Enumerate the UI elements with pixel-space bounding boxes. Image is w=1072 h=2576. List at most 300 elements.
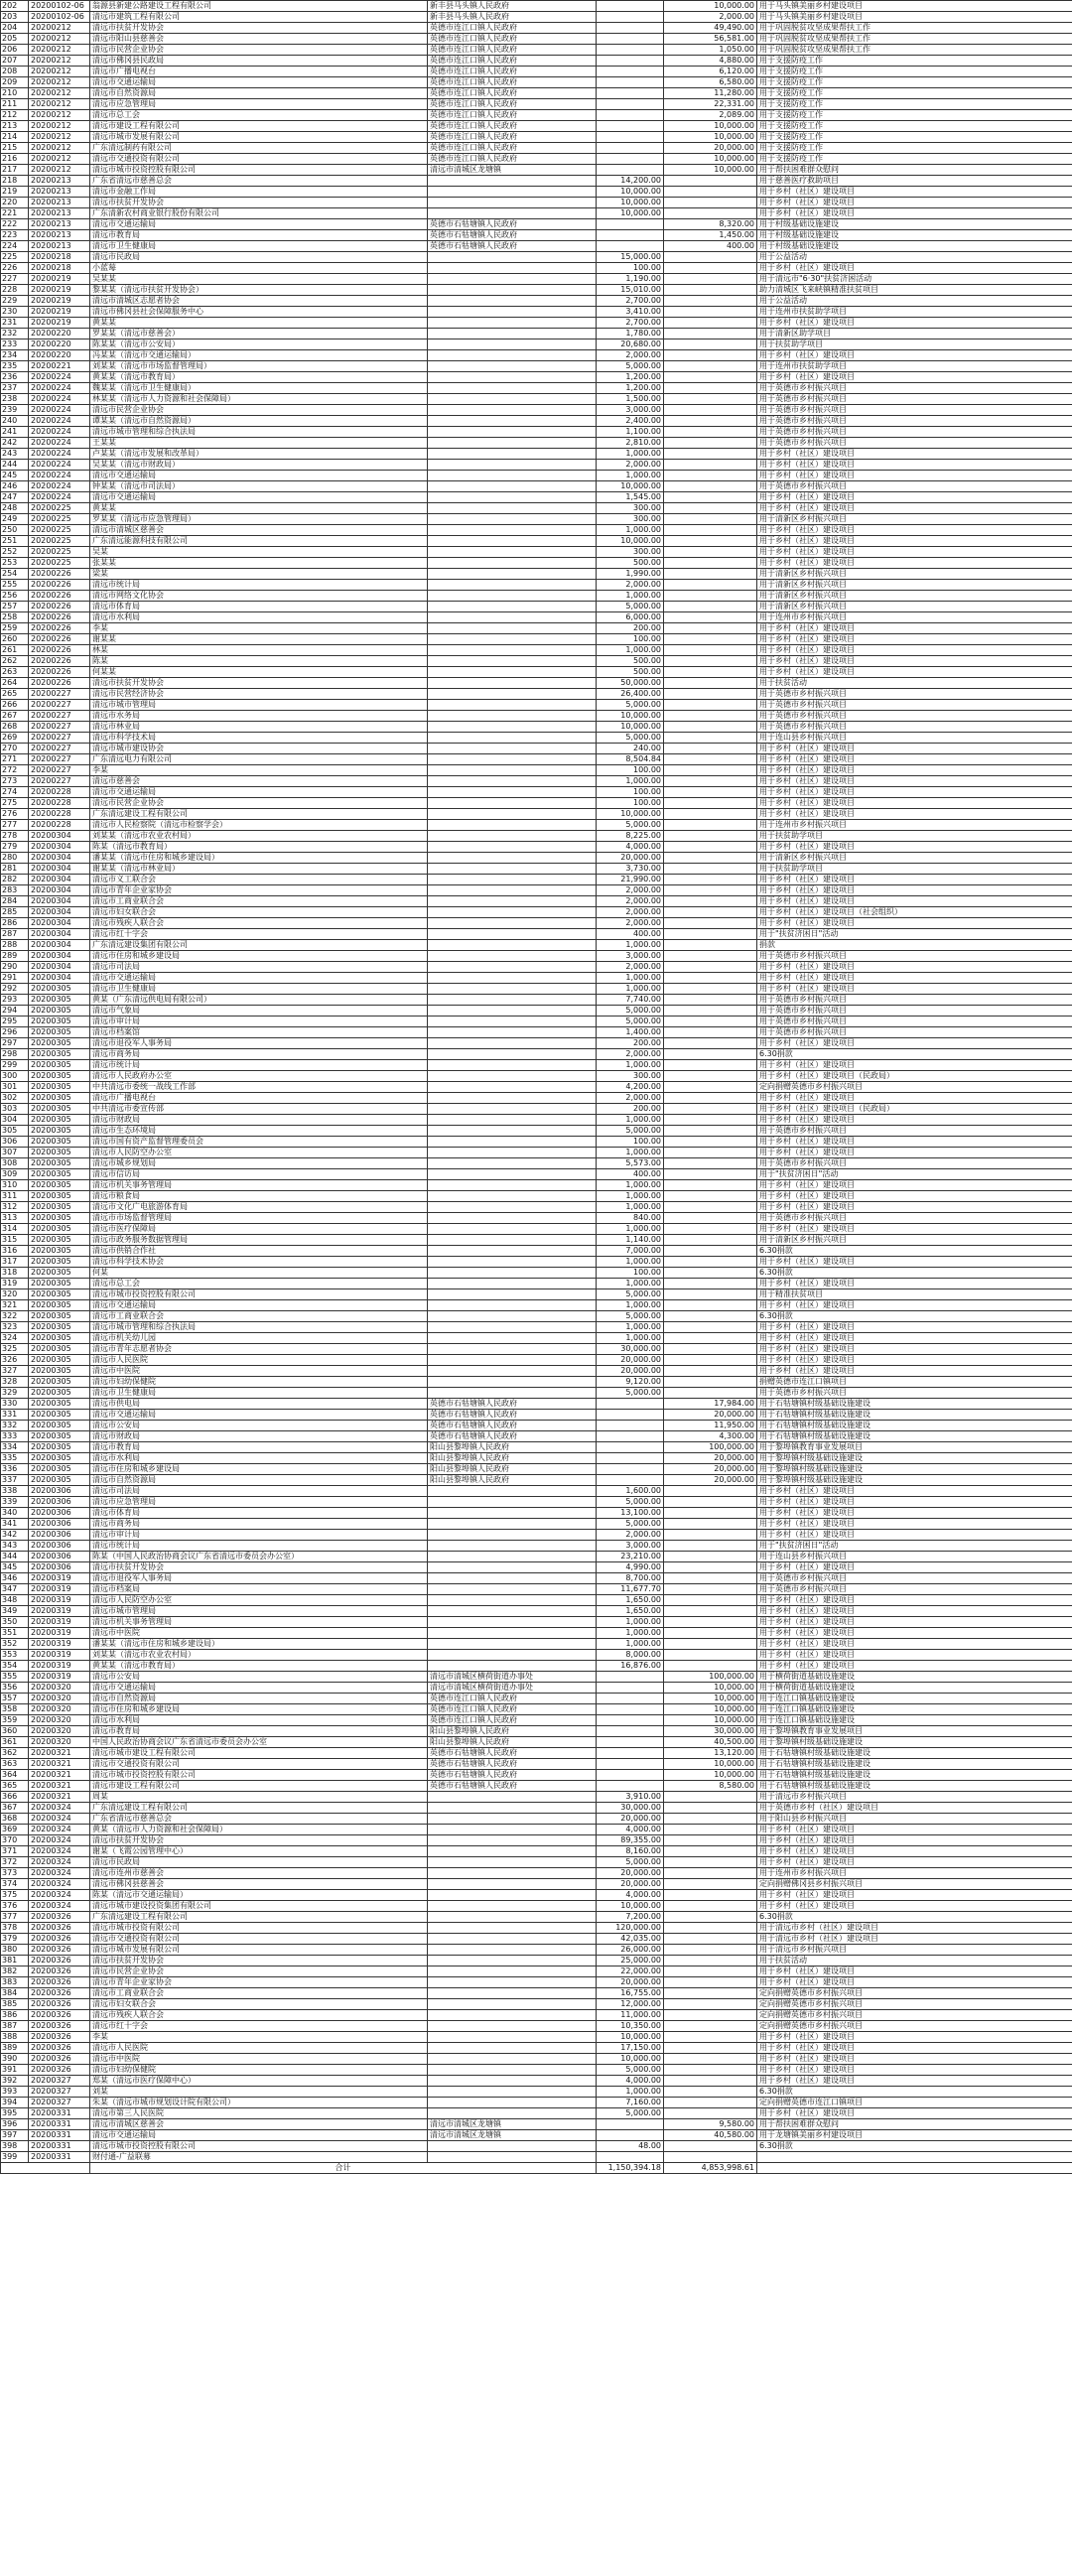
donor-name: 清远市义工联合会 — [90, 875, 428, 885]
table-row — [1, 121, 1072, 132]
donor-name: 梁某 — [90, 569, 428, 580]
donation-date: 20200305 — [29, 1475, 90, 1486]
recipient-unit — [428, 1300, 597, 1311]
amount-directed: 13,120.00 — [664, 1748, 757, 1759]
table-row — [1, 1868, 1072, 1879]
table-row — [1, 525, 1072, 536]
donation-purpose: 用于乡村（社区）建设项目 — [757, 1355, 1072, 1366]
donor-name: 陈某（清远市交通运输局） — [90, 1890, 428, 1901]
amount-non-directed: 500.00 — [597, 558, 664, 569]
recipient-unit — [428, 1606, 597, 1617]
donation-purpose: 用于横荷街道基础设施建设 — [757, 1672, 1072, 1683]
row-number: 367 — [1, 1803, 29, 1814]
donation-date: 20200305 — [29, 1202, 90, 1213]
donation-purpose: 用于支援防疫工作 — [757, 110, 1072, 121]
amount-directed: 2,089.00 — [664, 110, 757, 121]
row-number: 388 — [1, 2032, 29, 2043]
amount-directed — [664, 820, 757, 831]
donation-purpose: 用于乡村（社区）建设项目 — [757, 2032, 1072, 2043]
recipient-unit — [428, 809, 597, 820]
donation-date: 20200212 — [29, 23, 90, 34]
recipient-unit: 英德市连江口镇人民政府 — [428, 45, 597, 56]
recipient-unit: 阳山县黎埠镇人民政府 — [428, 1442, 597, 1453]
recipient-unit — [428, 2065, 597, 2076]
donation-purpose: 用于支援防疫工作 — [757, 88, 1072, 99]
table-row — [1, 1126, 1072, 1137]
row-number: 299 — [1, 1060, 29, 1071]
donation-date: 20200305 — [29, 1038, 90, 1049]
donation-purpose: 6.30捐款 — [757, 1311, 1072, 1322]
table-row — [1, 2076, 1072, 2087]
donation-date: 20200326 — [29, 1912, 90, 1923]
row-number: 257 — [1, 602, 29, 612]
amount-directed — [664, 1890, 757, 1901]
amount-non-directed: 1,000.00 — [597, 525, 664, 536]
recipient-unit — [428, 962, 597, 973]
donation-purpose: 用于支援防疫工作 — [757, 99, 1072, 110]
recipient-unit — [428, 1890, 597, 1901]
amount-directed — [664, 1879, 757, 1890]
table-row — [1, 1694, 1072, 1704]
donation-purpose: 用于连江口镇基础设施建设 — [757, 1715, 1072, 1726]
table-row — [1, 1289, 1072, 1300]
donation-date: 20200331 — [29, 2130, 90, 2141]
amount-directed — [664, 634, 757, 645]
table-row — [1, 460, 1072, 471]
table-row — [1, 427, 1072, 438]
table-row — [1, 361, 1072, 372]
recipient-unit — [428, 361, 597, 372]
table-row — [1, 449, 1072, 460]
amount-non-directed: 3,910.00 — [597, 1792, 664, 1803]
donation-purpose: 用于巩固脱贫攻坚成果帮扶工作 — [757, 45, 1072, 56]
donor-name: 清远市交通投资有限公司 — [90, 1934, 428, 1945]
donation-date: 20200320 — [29, 1737, 90, 1748]
row-number: 295 — [1, 1017, 29, 1027]
amount-directed: 100,000.00 — [664, 1442, 757, 1453]
recipient-unit — [428, 1901, 597, 1912]
recipient-unit — [428, 2098, 597, 2108]
row-number: 277 — [1, 820, 29, 831]
donation-date: 20200228 — [29, 809, 90, 820]
donor-name: 清远市信访局 — [90, 1169, 428, 1180]
donor-name: 清远市供电局 — [90, 1399, 428, 1410]
donation-date: 20200321 — [29, 1792, 90, 1803]
donation-date: 20200305 — [29, 1311, 90, 1322]
table-row — [1, 2098, 1072, 2108]
recipient-unit: 英德市连江口镇人民政府 — [428, 1715, 597, 1726]
amount-directed — [664, 973, 757, 984]
amount-directed — [664, 471, 757, 481]
recipient-unit — [428, 2032, 597, 2043]
row-number: 394 — [1, 2098, 29, 2108]
donation-purpose: 用于村级基础设施建设 — [757, 241, 1072, 252]
donation-date: 20200218 — [29, 263, 90, 274]
amount-directed — [664, 1126, 757, 1137]
amount-directed — [664, 700, 757, 711]
table-row — [1, 875, 1072, 885]
row-number: 278 — [1, 831, 29, 842]
amount-directed — [664, 1661, 757, 1672]
donor-name: 李某 — [90, 2032, 428, 2043]
table-row — [1, 754, 1072, 765]
donation-date: 20200304 — [29, 875, 90, 885]
donor-name: 清远市交通运输局 — [90, 219, 428, 230]
donor-name: 清远市建筑工程有限公司 — [90, 12, 428, 23]
donation-date: 20200227 — [29, 689, 90, 700]
row-number: 261 — [1, 645, 29, 656]
donor-name: 林某 — [90, 645, 428, 656]
donation-date: 20200224 — [29, 405, 90, 416]
donation-date: 20200212 — [29, 99, 90, 110]
amount-non-directed — [597, 1453, 664, 1464]
amount-non-directed: 20,000.00 — [597, 1879, 664, 1890]
donation-purpose: 用于英德市乡村振兴项目 — [757, 1006, 1072, 1017]
donation-date: 20200219 — [29, 296, 90, 307]
recipient-unit — [428, 776, 597, 787]
row-number: 344 — [1, 1552, 29, 1562]
row-number: 243 — [1, 449, 29, 460]
row-number: 347 — [1, 1584, 29, 1595]
amount-directed — [664, 580, 757, 591]
donation-date: 20200326 — [29, 2021, 90, 2032]
amount-non-directed: 1,000.00 — [597, 471, 664, 481]
amount-non-directed: 3,000.00 — [597, 951, 664, 962]
amount-non-directed: 20,000.00 — [597, 1868, 664, 1879]
donation-purpose: 用于英德市乡村振兴项目 — [757, 722, 1072, 733]
table-row — [1, 154, 1072, 165]
donation-purpose: 用于乡村（社区）建设项目 — [757, 1628, 1072, 1639]
donation-purpose: 用于清远市乡村（社区）建设项目 — [757, 1923, 1072, 1934]
amount-non-directed: 1,000.00 — [597, 984, 664, 995]
amount-directed — [664, 864, 757, 875]
donation-purpose: 用于乡村（社区）建设项目 — [757, 842, 1072, 853]
row-number: 217 — [1, 165, 29, 176]
donation-purpose: 用于连江口镇基础设施建设 — [757, 1694, 1072, 1704]
table-row — [1, 1311, 1072, 1322]
recipient-unit — [428, 1573, 597, 1584]
donation-purpose: 用于清新区乡村振兴项目 — [757, 580, 1072, 591]
donation-purpose: 用于支援防疫工作 — [757, 67, 1072, 77]
row-number: 308 — [1, 1158, 29, 1169]
table-row — [1, 1148, 1072, 1158]
amount-directed — [664, 776, 757, 787]
recipient-unit — [428, 1093, 597, 1104]
recipient-unit: 英德市连江口镇人民政府 — [428, 34, 597, 45]
donation-purpose: 用于连州市乡村振兴项目 — [757, 612, 1072, 623]
recipient-unit — [428, 1104, 597, 1115]
donation-date: 20200326 — [29, 1999, 90, 2010]
donor-name: 清远市体育局 — [90, 1508, 428, 1519]
row-number: 311 — [1, 1191, 29, 1202]
donation-purpose: 用于乡村（社区）建设项目 — [757, 2076, 1072, 2087]
table-row — [1, 776, 1072, 787]
table-row — [1, 1300, 1072, 1311]
donation-date: 20200228 — [29, 820, 90, 831]
table-row — [1, 864, 1072, 875]
donation-date: 20200326 — [29, 1977, 90, 1988]
donation-date: 20200306 — [29, 1562, 90, 1573]
donor-name: 清远市清城区慈善会 — [90, 525, 428, 536]
donation-date: 20200306 — [29, 1530, 90, 1541]
donation-date: 20200319 — [29, 1661, 90, 1672]
donation-date: 20200102-06 — [29, 12, 90, 23]
amount-non-directed: 3,410.00 — [597, 307, 664, 318]
donation-purpose: 用于连山县乡村振兴项目 — [757, 1552, 1072, 1562]
table-row — [1, 711, 1072, 722]
amount-non-directed: 1,650.00 — [597, 1595, 664, 1606]
row-number: 236 — [1, 372, 29, 383]
donation-purpose: 6.30捐款 — [757, 2087, 1072, 2098]
amount-non-directed: 2,700.00 — [597, 318, 664, 329]
amount-non-directed: 20,680.00 — [597, 339, 664, 350]
table-row — [1, 591, 1072, 602]
recipient-unit — [428, 274, 597, 285]
amount-directed — [664, 918, 757, 929]
row-number: 378 — [1, 1923, 29, 1934]
row-number: 209 — [1, 77, 29, 88]
table-row — [1, 1541, 1072, 1552]
table-row — [1, 1, 1072, 12]
amount-directed — [664, 1071, 757, 1082]
recipient-unit — [428, 1082, 597, 1093]
row-number: 242 — [1, 438, 29, 449]
row-number: 288 — [1, 940, 29, 951]
donor-name: 清远市教育局 — [90, 230, 428, 241]
recipient-unit — [428, 514, 597, 525]
donation-purpose: 用于英德市乡村振兴项目 — [757, 405, 1072, 416]
donation-purpose: 用于清远市乡村振兴项目 — [757, 1945, 1072, 1956]
donor-name: 清远市自然资源局 — [90, 1475, 428, 1486]
amount-directed: 49,490.00 — [664, 23, 757, 34]
donor-name: 清远市建设工程有限公司 — [90, 1781, 428, 1792]
recipient-unit: 阳山县黎埠镇人民政府 — [428, 1453, 597, 1464]
recipient-unit: 英德市连江口镇人民政府 — [428, 23, 597, 34]
donation-date: 20200224 — [29, 383, 90, 394]
recipient-unit — [428, 1486, 597, 1497]
table-row — [1, 1235, 1072, 1246]
recipient-unit — [428, 1060, 597, 1071]
row-number: 335 — [1, 1453, 29, 1464]
donation-purpose: 用于连州市扶贫助学项目 — [757, 307, 1072, 318]
recipient-unit — [428, 252, 597, 263]
donation-date: 20200227 — [29, 776, 90, 787]
recipient-unit — [428, 831, 597, 842]
donor-name: 清远市广播电视台 — [90, 67, 428, 77]
donation-purpose: 用于公益活动 — [757, 252, 1072, 263]
amount-non-directed: 5,000.00 — [597, 1126, 664, 1137]
total-blank-right — [757, 2163, 1072, 2174]
table-row — [1, 274, 1072, 285]
amount-directed — [664, 798, 757, 809]
amount-directed — [664, 405, 757, 416]
donation-purpose: 用于英德市乡村振兴项目 — [757, 1027, 1072, 1038]
donation-purpose: 用于乡村（社区）建设项目 — [757, 1344, 1072, 1355]
donor-name: 清远市商务局 — [90, 1519, 428, 1530]
amount-directed — [664, 1814, 757, 1825]
row-number: 364 — [1, 1770, 29, 1781]
amount-non-directed: 9,120.00 — [597, 1377, 664, 1388]
donor-name: 清远市城市管理局 — [90, 700, 428, 711]
amount-non-directed: 5,000.00 — [597, 1311, 664, 1322]
row-number: 219 — [1, 187, 29, 198]
amount-non-directed: 1,600.00 — [597, 1486, 664, 1497]
donation-purpose: 用于清新区助学项目 — [757, 329, 1072, 339]
donor-name: 清远市卫生健康局 — [90, 241, 428, 252]
row-number: 248 — [1, 503, 29, 514]
recipient-unit — [428, 438, 597, 449]
donation-date: 20200320 — [29, 1683, 90, 1694]
row-number: 317 — [1, 1257, 29, 1268]
donation-purpose: 用于乡村（社区）建设项目 — [757, 503, 1072, 514]
amount-non-directed — [597, 2130, 664, 2141]
table-row — [1, 2152, 1072, 2163]
donation-date: 20200326 — [29, 1945, 90, 1956]
donation-purpose: 用于巩固脱贫攻坚成果帮扶工作 — [757, 23, 1072, 34]
recipient-unit — [428, 1956, 597, 1966]
amount-directed — [664, 394, 757, 405]
amount-non-directed: 20,000.00 — [597, 1355, 664, 1366]
donor-name: 清远市民营企业协会 — [90, 1966, 428, 1977]
amount-non-directed — [597, 1475, 664, 1486]
donor-name: 清远市民政局 — [90, 252, 428, 263]
donation-date: 20200331 — [29, 2152, 90, 2163]
amount-directed — [664, 2021, 757, 2032]
donation-date: 20200227 — [29, 733, 90, 744]
amount-directed — [664, 1595, 757, 1606]
table-row — [1, 1410, 1072, 1421]
donation-purpose: 用于乡村（社区）建设项目 — [757, 885, 1072, 896]
row-number: 354 — [1, 1661, 29, 1672]
table-row — [1, 23, 1072, 34]
row-number: 306 — [1, 1137, 29, 1148]
amount-directed — [664, 2065, 757, 2076]
recipient-unit — [428, 2010, 597, 2021]
amount-non-directed — [597, 121, 664, 132]
table-row — [1, 1562, 1072, 1573]
amount-directed: 6,120.00 — [664, 67, 757, 77]
donation-date: 20200224 — [29, 460, 90, 471]
table-row — [1, 962, 1072, 973]
donation-date: 20200226 — [29, 645, 90, 656]
recipient-unit — [428, 1923, 597, 1934]
donation-date: 20200305 — [29, 995, 90, 1006]
donation-date: 20200321 — [29, 1759, 90, 1770]
amount-non-directed: 48.00 — [597, 2141, 664, 2152]
donor-name: 清远市人民防空办公室 — [90, 1595, 428, 1606]
amount-directed — [664, 481, 757, 492]
row-number: 211 — [1, 99, 29, 110]
donor-name: 清远市扶贫开发协会 — [90, 678, 428, 689]
donation-purpose: 用于乡村（社区）建设项目 — [757, 1846, 1072, 1857]
amount-non-directed: 2,000.00 — [597, 1049, 664, 1060]
row-number: 343 — [1, 1541, 29, 1552]
row-number: 239 — [1, 405, 29, 416]
row-number: 202 — [1, 1, 29, 12]
table-row — [1, 67, 1072, 77]
donor-name: 清远市民营经济协会 — [90, 689, 428, 700]
amount-directed — [664, 1846, 757, 1857]
recipient-unit — [428, 1017, 597, 1027]
amount-directed — [664, 372, 757, 383]
table-row — [1, 1737, 1072, 1748]
amount-directed — [664, 1268, 757, 1279]
table-row — [1, 1704, 1072, 1715]
amount-non-directed: 30,000.00 — [597, 1803, 664, 1814]
row-number: 303 — [1, 1104, 29, 1115]
row-number: 340 — [1, 1508, 29, 1519]
amount-non-directed — [597, 1704, 664, 1715]
donation-purpose: 用于"扶贫济困日"活动 — [757, 1169, 1072, 1180]
recipient-unit: 阳山县黎埠镇人民政府 — [428, 1737, 597, 1748]
amount-non-directed: 2,000.00 — [597, 1530, 664, 1541]
donation-date: 20200305 — [29, 1442, 90, 1453]
recipient-unit: 英德市石牯塘镇人民政府 — [428, 1410, 597, 1421]
donor-name: 清远市妇女联合会 — [90, 907, 428, 918]
amount-non-directed: 2,000.00 — [597, 580, 664, 591]
row-number: 315 — [1, 1235, 29, 1246]
donor-name: 清远市粮食局 — [90, 1191, 428, 1202]
recipient-unit: 英德市石牯塘镇人民政府 — [428, 1431, 597, 1442]
row-number: 342 — [1, 1530, 29, 1541]
amount-directed — [664, 1530, 757, 1541]
amount-non-directed: 1,780.00 — [597, 329, 664, 339]
amount-directed: 11,950.00 — [664, 1421, 757, 1431]
amount-directed: 11,280.00 — [664, 88, 757, 99]
recipient-unit: 清远市清城区横荷街道办事处 — [428, 1683, 597, 1694]
donation-purpose: 用于村级基础设施建设 — [757, 219, 1072, 230]
table-row — [1, 1803, 1072, 1814]
recipient-unit — [428, 1344, 597, 1355]
amount-non-directed: 100.00 — [597, 1137, 664, 1148]
recipient-unit — [428, 842, 597, 853]
table-row — [1, 1224, 1072, 1235]
donation-date: 20200306 — [29, 1519, 90, 1530]
donation-purpose: 用于乡村（社区）建设项目 — [757, 1890, 1072, 1901]
row-number: 300 — [1, 1071, 29, 1082]
donor-name: 清远市扶贫开发协会 — [90, 1956, 428, 1966]
row-number: 371 — [1, 1846, 29, 1857]
row-number: 221 — [1, 208, 29, 219]
table-row — [1, 318, 1072, 329]
amount-directed — [664, 1082, 757, 1093]
donation-date: 20200218 — [29, 252, 90, 263]
amount-directed — [664, 1246, 757, 1257]
table-row — [1, 1639, 1072, 1650]
amount-directed — [664, 1923, 757, 1934]
donation-purpose: 用于英德市乡村（社区）建设项目 — [757, 1803, 1072, 1814]
donor-name: 黎某某（清远市扶贫开发协会） — [90, 285, 428, 296]
recipient-unit: 清远市清城区龙塘镇 — [428, 2130, 597, 2141]
table-row — [1, 1890, 1072, 1901]
donor-name: 清远市佛冈县慈善会 — [90, 1879, 428, 1890]
table-row — [1, 438, 1072, 449]
donor-name: 陈某某（清远市公安局） — [90, 339, 428, 350]
table-row — [1, 1770, 1072, 1781]
recipient-unit — [428, 176, 597, 187]
row-number: 292 — [1, 984, 29, 995]
donation-date: 20200220 — [29, 350, 90, 361]
amount-directed — [664, 1988, 757, 1999]
donation-date: 20200326 — [29, 2054, 90, 2065]
donation-date: 20200306 — [29, 1486, 90, 1497]
table-row — [1, 1377, 1072, 1388]
recipient-unit — [428, 1934, 597, 1945]
table-row — [1, 612, 1072, 623]
donation-date: 20200319 — [29, 1606, 90, 1617]
row-number: 332 — [1, 1421, 29, 1431]
donor-name: 清远市阳山县慈善会 — [90, 34, 428, 45]
